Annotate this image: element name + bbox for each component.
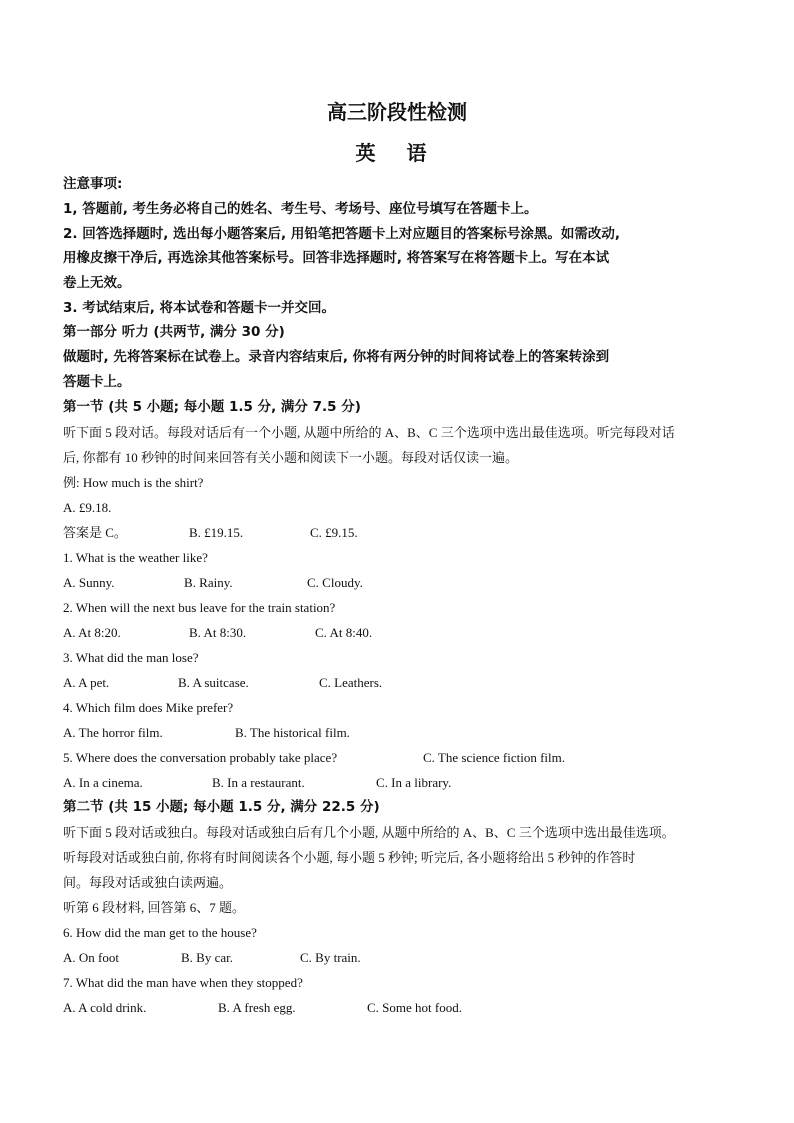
- question-4-option-a: A. The horror film.: [63, 725, 163, 740]
- part1-intro-line-2: 答题卡上。: [63, 374, 131, 390]
- question-6-option-a: A. On foot: [63, 950, 119, 965]
- question-3: 3. What did the man lose?: [63, 650, 199, 665]
- example-option-c: C. £9.15.: [310, 525, 358, 540]
- question-5-option-b: B. In a restaurant.: [212, 775, 305, 790]
- question-5-option-c: C. In a library.: [376, 775, 452, 790]
- exam-title: 高三阶段性检测: [327, 100, 467, 124]
- subject-title: 英 语: [355, 141, 439, 165]
- question-4: 4. Which film does Mike prefer?: [63, 700, 234, 715]
- notice-item-3: 3. 考试结束后, 将本试卷和答题卡一并交回。: [63, 300, 336, 316]
- question-2-option-b: B. At 8:30.: [189, 625, 247, 640]
- example-option-b: B. £19.15.: [189, 525, 244, 540]
- question-6-option-c: C. By train.: [300, 950, 361, 965]
- example-answer: 答案是 C。: [63, 525, 127, 540]
- example-question: 例: How much is the shirt?: [63, 475, 204, 490]
- example-option-a: A. £9.18.: [63, 500, 112, 515]
- question-5: 5. Where does the conversation probably take place?: [63, 750, 338, 765]
- question-1: 1. What is the weather like?: [63, 550, 208, 565]
- question-4-option-b: B. The historical film.: [235, 725, 350, 740]
- question-7-option-c: C. Some hot food.: [367, 1000, 462, 1015]
- section1-instructions-line-1: 听下面 5 段对话。每段对话后有一个小题, 从题中所给的 A、B、C 三个选项中选出最佳选项。听完每段对话: [63, 425, 675, 440]
- question-7: 7. What did the man have when they stopped?: [63, 975, 303, 990]
- section2-instructions-line-3: 间。每段对话或独白读两遍。: [63, 875, 233, 890]
- question-7-option-b: B. A fresh egg.: [218, 1000, 296, 1015]
- section1-heading: 第一节 (共 5 小题; 每小题 1.5 分, 满分 7.5 分): [63, 399, 361, 415]
- question-3-option-a: A. A pet.: [63, 675, 110, 690]
- section2-instructions-line-2: 听每段对话或独白前, 你将有时间阅读各个小题, 每小题 5 秒钟; 听完后, 各小题将给出 5 秒钟的作答时: [63, 850, 636, 865]
- question-3-option-c: C. Leathers.: [319, 675, 383, 690]
- section1-instructions-line-2: 后, 你都有 10 秒钟的时间来回答有关小题和阅读下一小题。每段对话仅读一遍。: [63, 450, 519, 465]
- section2-instructions-line-1: 听下面 5 段对话或独白。每段对话或独白后有几个小题, 从题中所给的 A、B、C 三个选项中选出最佳选项。: [63, 825, 675, 840]
- notice-item-2-line-1: 2. 回答选择题时, 选出每小题答案后, 用铅笔把答题卡上对应题目的答案标号涂黑。如需改动,: [63, 226, 621, 242]
- question-6-option-b: B. By car.: [181, 950, 233, 965]
- question-5-option-a: A. In a cinema.: [63, 775, 143, 790]
- question-2-option-c: C. At 8:40.: [315, 625, 373, 640]
- question-6: 6. How did the man get to the house?: [63, 925, 257, 940]
- notice-heading: 注意事项:: [63, 176, 123, 192]
- part1-intro-line-1: 做题时, 先将答案标在试卷上。录音内容结束后, 你将有两分钟的时间将试卷上的答案转涂到: [63, 349, 610, 365]
- question-1-option-c: C. Cloudy.: [307, 575, 363, 590]
- question-2-option-a: A. At 8:20.: [63, 625, 121, 640]
- notice-item-2-line-3: 卷上无效。: [63, 275, 131, 291]
- question-4-option-c: C. The science fiction film.: [423, 750, 565, 765]
- question-2: 2. When will the next bus leave for the train station?: [63, 600, 336, 615]
- question-7-option-a: A. A cold drink.: [63, 1000, 147, 1015]
- question-1-option-b: B. Rainy.: [184, 575, 233, 590]
- question-1-option-a: A. Sunny.: [63, 575, 115, 590]
- part1-heading: 第一部分 听力 (共两节, 满分 30 分): [63, 324, 285, 340]
- question-3-option-b: B. A suitcase.: [178, 675, 249, 690]
- material-6-instruction: 听第 6 段材料, 回答第 6、7 题。: [63, 900, 246, 915]
- notice-item-2-line-2: 用橡皮擦干净后, 再选涂其他答案标号。回答非选择题时, 将答案写在将答题卡上。写在本试: [63, 250, 610, 266]
- notice-item-1: 1, 答题前, 考生务必将自己的姓名、考生号、考场号、座位号填写在答题卡上。: [63, 201, 538, 217]
- section2-heading: 第二节 (共 15 小题; 每小题 1.5 分, 满分 22.5 分): [63, 799, 380, 815]
